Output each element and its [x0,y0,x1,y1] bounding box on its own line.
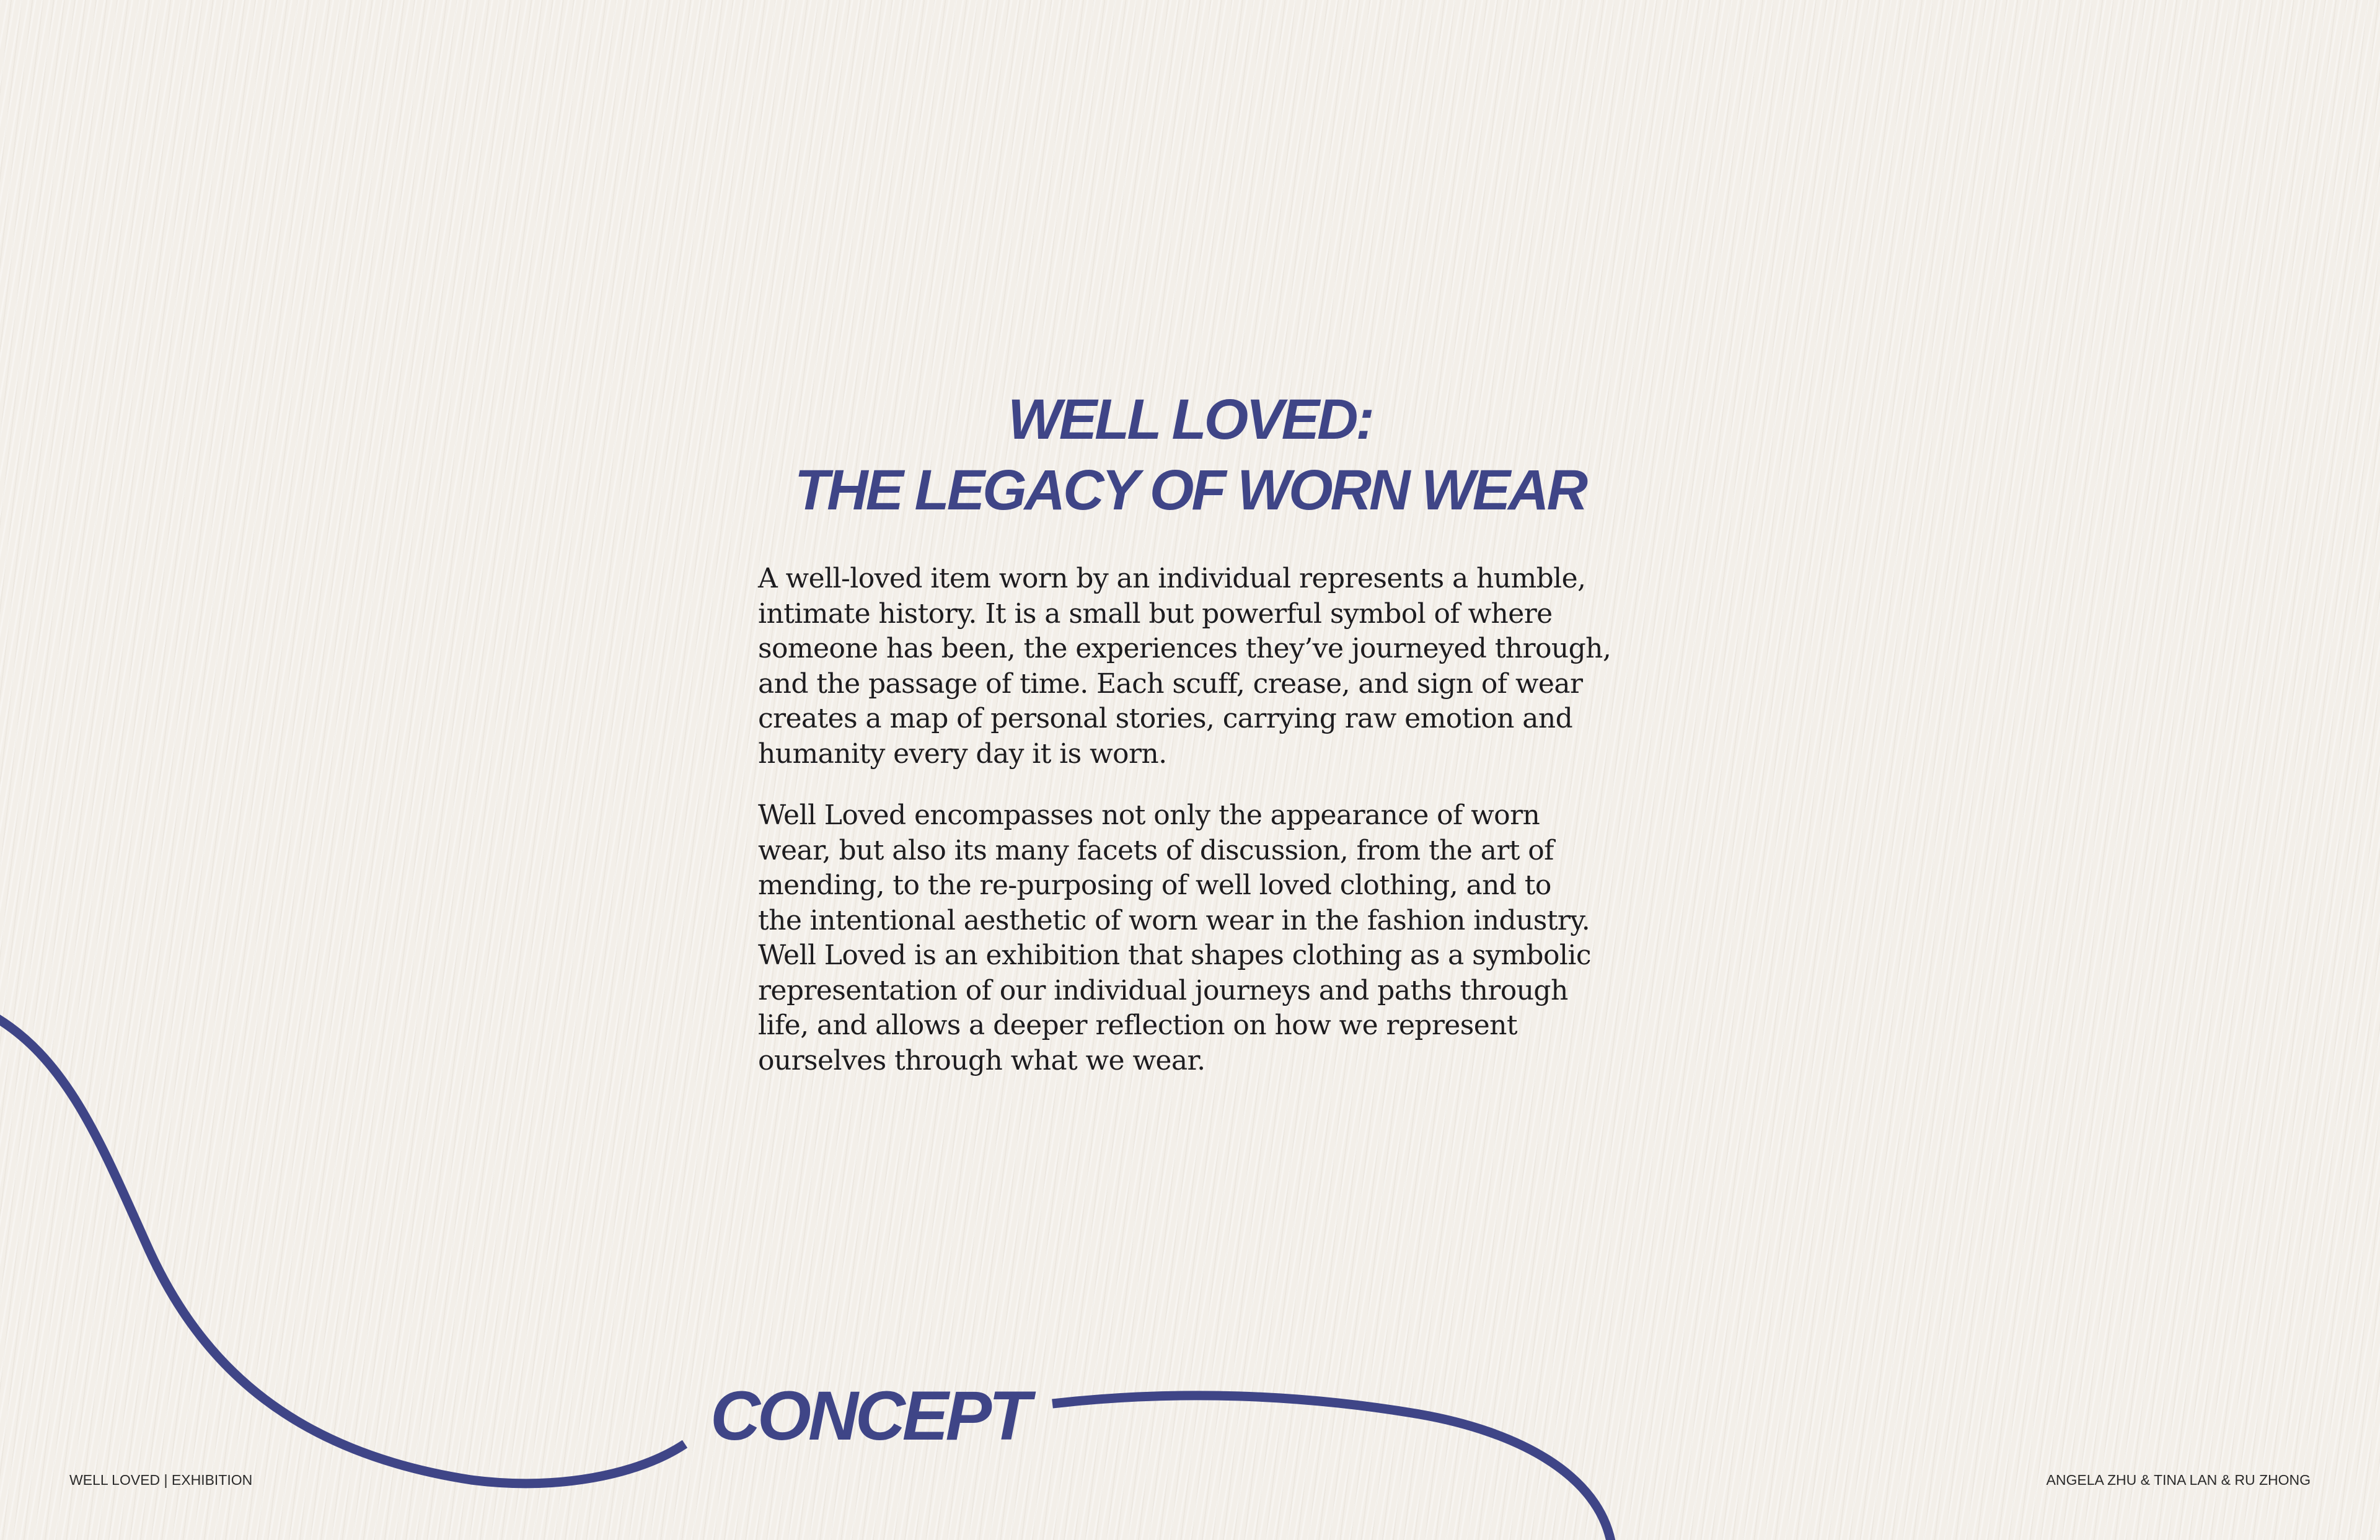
paragraph-1-line: creates a map of personal stories, carrying raw emotion and [758,703,1573,734]
paragraph-2-line: wear, but also its many facets of discussion, from the art of [758,834,1554,866]
paragraph-1-line: intimate history. It is a small but powerful symbol of where [758,597,1553,630]
footer-exhibition-label: WELL LOVED | EXHIBITION [69,1472,253,1488]
title-line-1: WELL LOVED: [1007,388,1373,451]
footer-authors: ANGELA ZHU & TINA LAN & RU ZHONG [2046,1472,2311,1488]
paragraph-1-line: humanity every day it is worn. [758,737,1167,770]
concept-body [758,561,1638,1105]
curve-left-segment [0,1016,685,1484]
paragraph-1-line: and the passage of time. Each scuff, crease, and sign of wear [758,667,1583,700]
paragraph-2-line: the intentional aesthetic of worn wear in the fashion industry. [758,904,1590,936]
paragraph-2-line: Well Loved is an exhibition that shapes clothing as a symbolic [758,939,1591,971]
paragraph-1-line: someone has been, the experiences they’ve journeyed through, [758,633,1611,664]
section-label: CONCEPT [710,1377,1028,1454]
curve-right-segment [1052,1396,1611,1540]
paragraph-2-line: representation of our individual journeys and paths through [758,974,1568,1006]
page-title [570,384,1810,526]
paragraph-2-line: ourselves through what we wear. [758,1044,1205,1076]
title-line-2: THE LEGACY OF WORN WEAR [794,459,1586,522]
paragraph-2-line: mending, to the re-purposing of well loved clothing, and to [758,869,1551,901]
paragraph-2-line: life, and allows a deeper reflection on how we represent [758,1010,1517,1041]
paragraph-2-line: Well Loved encompasses not only the appearance of worn [758,799,1540,831]
paragraph-1 [758,561,1638,772]
paragraph-1-line: A well-loved item worn by an individual represents a humble, [758,563,1586,594]
paragraph-2 [758,798,1638,1078]
